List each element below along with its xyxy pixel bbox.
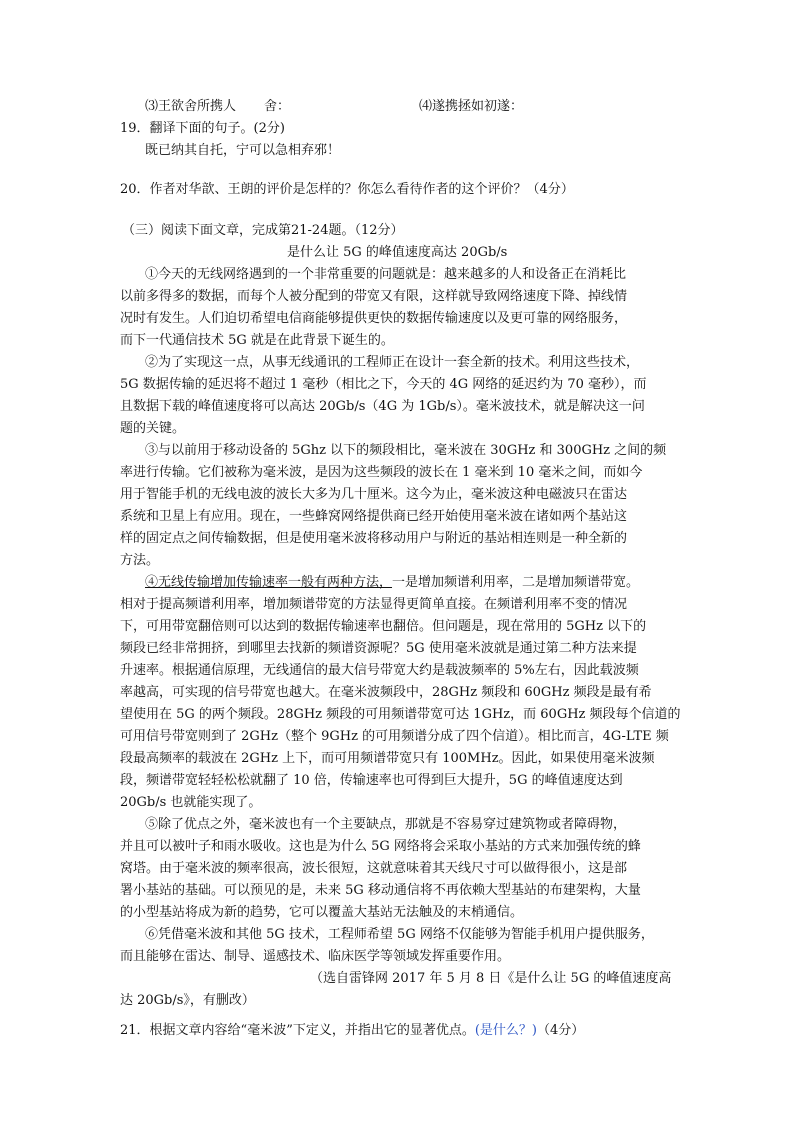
paragraph-line: 而下一代通信技术 5G 就是在此背景下诞生的。 xyxy=(120,333,394,348)
source-citation: （选自雷锋网 2017 年 5 月 8 日《是什么让 5G 的峰值速度高 xyxy=(310,971,672,986)
q18-item3: ⑶王欲舍所携人 xyxy=(145,99,237,114)
paragraph-line: 的小型基站将成为新的趋势，它可以覆盖大基站无法触及的末梢通信。 xyxy=(120,905,524,920)
paragraph-line: ③与以前用于移动设备的 5Ghz 以下的频段相比，毫米波在 30GHz 和 300GHz 之间的频 xyxy=(145,443,667,458)
paragraph-line: 以前多得多的数据，而每个人被分配到的带宽又有限，这样就导致网络速度下降、掉线情 xyxy=(120,289,628,304)
paragraph-line: ⑥凭借毫米波和其他 5G 技术，工程师希望 5G 网络不仅能够为智能手机用户提供服务， xyxy=(145,927,654,942)
paragraph-line: 升速率。根据通信原理，无线通信的最大信号带宽大约是载波频率的 5%左右，因此载波频 xyxy=(120,663,639,678)
paragraph-line: 20Gb/s 也就能实现了。 xyxy=(120,795,262,810)
paragraph-line: 可用信号带宽则到了 2GHz（整个 9GHz 的可用频谱分成了四个信道）。相比而言，4G-LTE 频 xyxy=(120,729,669,744)
paragraph-line: 题的关键。 xyxy=(120,421,186,436)
section-heading: （三）阅读下面文章，完成第21-24题。（12分） xyxy=(122,223,404,238)
paragraph-line: 相对于提高频谱利用率，增加频谱带宽的方法显得更简单直接。在频谱利用率不变的情况 xyxy=(120,597,628,612)
paragraph-line: 窝塔。由于毫米波的频率很高，波长很短，这就意味着其天线尺寸可以做得很小，这是部 xyxy=(120,861,628,876)
q18-item3-gloss: 舍： xyxy=(264,99,291,114)
q18-item4-gloss: 遂： xyxy=(497,99,524,114)
paragraph-line: 频段已经非常拥挤，到哪里去找新的频谱资源呢？5G 使用毫米波就是通过第二种方法来提 xyxy=(120,641,637,656)
paragraph-line: 署小基站的基础。可以预见的是，未来 5G 移动通信将不再依赖大型基站的布建架构，大量 xyxy=(120,883,641,898)
paragraph-line: 况时有发生。人们迫切希望电信商能够提供更快的数据传输速度以及更可靠的网络服务， xyxy=(120,311,628,326)
q21-score: （4分） xyxy=(537,1023,585,1038)
paragraph-line: 望使用在 5G 的两个频段。28GHz 频段的可用频谱带宽可达 1GHz，而 60GHz 频段每个信道的 xyxy=(120,707,681,722)
paragraph-line-first xyxy=(145,573,639,593)
paragraph-line-rest: 一是增加频谱利用率，二是增加频谱带宽。 xyxy=(392,575,640,590)
q21-note: (是什么？) xyxy=(474,1023,537,1038)
paragraph-line: 下，可用带宽翻倍则可以达到的数据传输速率也翻倍。但问题是，现在常用的 5GHz 以下的 xyxy=(120,619,647,634)
paragraph-line: 且数据下载的峰值速度将可以高达 20Gb/s（4G 为 1Gb/s）。毫米波技术，就是解决这一问 xyxy=(120,399,645,414)
article-title: 是什么让 5G 的峰值速度高达 20Gb/s xyxy=(287,245,508,260)
paragraph-line: 段，频谱带宽轻轻松松就翻了 10 倍，传输速率也可得到巨大提升，5G 的峰值速度达到 xyxy=(120,773,623,788)
paragraph-line: 率进行传输。它们被称为毫米波，是因为这些频段的波长在 1 毫米到 10 毫米之间，而如今 xyxy=(120,465,643,480)
q19-prompt: 19．翻译下面的句子。(2分) xyxy=(120,121,285,136)
paragraph-line: 5G 数据传输的延迟将不超过 1 毫秒（相比之下，今天的 4G 网络的延迟约为 70 毫秒），而 xyxy=(120,377,647,392)
paragraph-line: ⑤除了优点之外，毫米波也有一个主要缺点，那就是不容易穿过建筑物或者障碍物， xyxy=(145,817,627,832)
q18-item4: ⑷遂携拯如初 xyxy=(419,99,498,114)
paragraph-line: ②为了实现这一点，从事无线通讯的工程师正在设计一套全新的技术。利用这些技术， xyxy=(145,355,640,370)
q20-prompt: 20．作者对华歆、王朗的评价是怎样的？你怎么看待作者的这个评价？（4分） xyxy=(120,182,574,197)
paragraph-line: 而且能够在雷达、制导、遥感技术、临床医学等领域发挥重要作用。 xyxy=(120,949,511,964)
paragraph-line: 用于智能手机的无线电波的波长大多为几十厘米。这今为止，毫米波这种电磁波只在雷达 xyxy=(120,487,628,502)
paragraph-line: 并且可以被叶子和雨水吸收。这也是为什么 5G 网络将会采取小基站的方式来加强传统的蜂 xyxy=(120,839,641,854)
source-citation-cont: 达 20Gb/s》，有删改） xyxy=(120,993,255,1008)
q19-sentence: 既已纳其自托，宁可以急相弃邪！ xyxy=(145,143,341,158)
q21-prompt: 21．根据文章内容给“毫米波”下定义，并指出它的显著优点。 xyxy=(120,1023,475,1038)
paragraph-line: 方法。 xyxy=(120,553,160,568)
paragraph-line: 系统和卫星上有应用。现在，一些蜂窝网络提供商已经开始使用毫米波在诸如两个基站这 xyxy=(120,509,628,524)
paragraph-line: 率越高，可实现的信号带宽也越大。在毫米波频段中，28GHz 频段和 60GHz 频段是最有希 xyxy=(120,685,652,700)
paragraph-line: 样的固定点之间传输数据，但是使用毫米波将移动用户与附近的基站相连则是一种全新的 xyxy=(120,531,628,546)
q21-prompt-line xyxy=(120,1021,584,1041)
underlined-phrase: ④无线传输增加传输速率一般有两种方法， xyxy=(145,575,393,590)
paragraph-line: ①今天的无线网络遇到的一个非常重要的问题就是：越来越多的人和设备正在消耗比 xyxy=(145,267,627,282)
paragraph-line: 段最高频率的载波在 2GHz 上下，而可用频谱带宽只有 100MHz。因此，如果使用毫米波频 xyxy=(120,751,655,766)
